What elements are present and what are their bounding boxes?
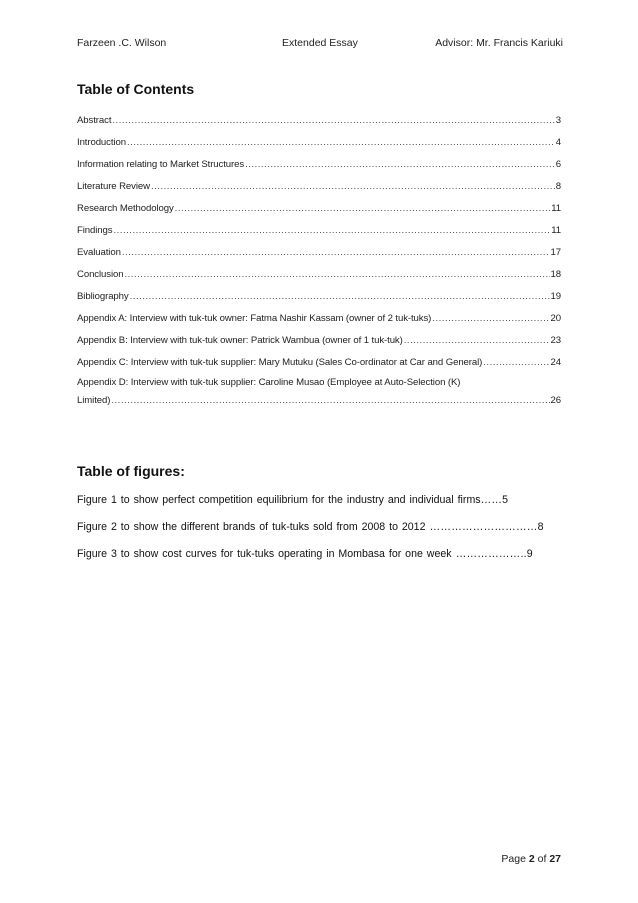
toc-entry-bibliography[interactable] [77,287,561,302]
figure-entry-text: Figure 3 to show cost curves for tuk-tuks operating in Mombasa for one week [77,548,452,560]
toc-entry-label: Literature Review [77,181,150,192]
table-of-contents [77,111,561,406]
figure-entry-page: 8 [537,521,544,533]
toc-entry-page: 3 [555,115,561,126]
toc-entry-appendix-a[interactable] [77,309,561,324]
toc-leader-dots [245,159,555,170]
toc-entry-introduction[interactable] [77,133,561,148]
footer-total-pages: 27 [549,853,561,865]
toc-entry-label: Abstract [77,115,112,126]
toc-entry-label: Findings [77,225,113,236]
header-author: Farzeen .C. Wilson [77,37,167,49]
toc-entry-evaluation[interactable] [77,243,561,258]
toc-entry-line2 [77,390,561,406]
toc-leader-dots [124,269,549,280]
figure-entry-page: 9 [526,548,533,560]
figure-entry-text: Figure 1 to show perfect competition equilibrium for the industry and individual firms [77,494,481,506]
toc-entry-market-structures[interactable] [77,155,561,170]
toc-leader-dots [112,115,554,126]
header-advisor: Advisor: Mr. Francis Kariuki [435,37,563,49]
toc-entry-label-line2: Limited) [77,395,111,406]
figure-entry-text: Figure 2 to show the different brands of tuk-tuks sold from 2008 to 2012 [77,521,426,533]
footer-of-word: of [537,853,547,865]
toc-entry-literature-review[interactable] [77,177,561,192]
toc-heading: Table of Contents [77,81,195,97]
toc-leader-dots [113,225,550,236]
toc-entry-label: Conclusion [77,269,124,280]
toc-entry-label: Evaluation [77,247,121,258]
toc-entry-appendix-b[interactable] [77,331,561,346]
toc-leader-dots [130,291,550,302]
figure-entry-3[interactable] [77,548,561,564]
toc-entry-page: 20 [550,313,561,324]
toc-entry-research-methodology[interactable] [77,199,561,214]
toc-leader-dots [404,335,550,346]
page-footer [501,853,561,865]
footer-current-page: 2 [528,853,535,865]
toc-leader-dots [483,357,549,368]
toc-entry-page: 17 [550,247,561,258]
toc-leader-dots [127,137,555,148]
toc-entry-label: Bibliography [77,291,129,302]
toc-entry-label-line1: Appendix D: Interview with tuk-tuk supplier: Caroline Musao (Employee at Auto-Selection (K) [77,377,461,388]
toc-entry-label: Appendix B: Interview with tuk-tuk owner: Patrick Wambua (owner of 1 tuk-tuk) [77,335,403,346]
figure-leader-dots: ……………….. [451,548,527,560]
figure-entry-2[interactable] [77,521,561,537]
toc-entry-appendix-c[interactable] [77,353,561,368]
header-doc-title: Extended Essay [282,37,358,49]
toc-leader-dots [111,395,549,406]
toc-entry-page: 11 [551,225,561,236]
figures-heading: Table of figures: [77,463,185,479]
figure-leader-dots: …… [480,494,503,506]
toc-entry-label: Appendix C: Interview with tuk-tuk supplier: Mary Mutuku (Sales Co-ordinator at Car and General) [77,357,483,368]
footer-page-word: Page [501,853,526,865]
toc-leader-dots [175,203,551,214]
toc-entry-page: 11 [551,203,561,214]
toc-entry-label: Research Methodology [77,203,174,214]
table-of-figures [77,494,561,575]
toc-entry-abstract[interactable] [77,111,561,126]
toc-entry-appendix-d[interactable] [77,375,561,406]
toc-entry-label: Information relating to Market Structures [77,159,245,170]
toc-leader-dots [122,247,550,258]
toc-entry-page: 8 [555,181,561,192]
toc-entry-page: 23 [550,335,561,346]
toc-entry-label: Appendix A: Interview with tuk-tuk owner: Fatma Nashir Kassam (owner of 2 tuk-tuks) [77,313,432,324]
toc-entry-page: 18 [550,269,561,280]
figure-entry-page: 5 [502,494,509,506]
toc-entry-page: 19 [550,291,561,302]
toc-entry-page: 26 [550,395,561,406]
toc-leader-dots [151,181,555,192]
toc-entry-conclusion[interactable] [77,265,561,280]
page-header [77,37,563,51]
toc-entry-label: Introduction [77,137,126,148]
toc-entry-page: 24 [550,357,561,368]
toc-leader-dots [432,313,549,324]
figure-entry-1[interactable] [77,494,561,510]
toc-entry-findings[interactable] [77,221,561,236]
toc-entry-page: 4 [555,137,561,148]
figure-leader-dots: ………………………… [425,521,538,533]
toc-entry-page: 6 [555,159,561,170]
